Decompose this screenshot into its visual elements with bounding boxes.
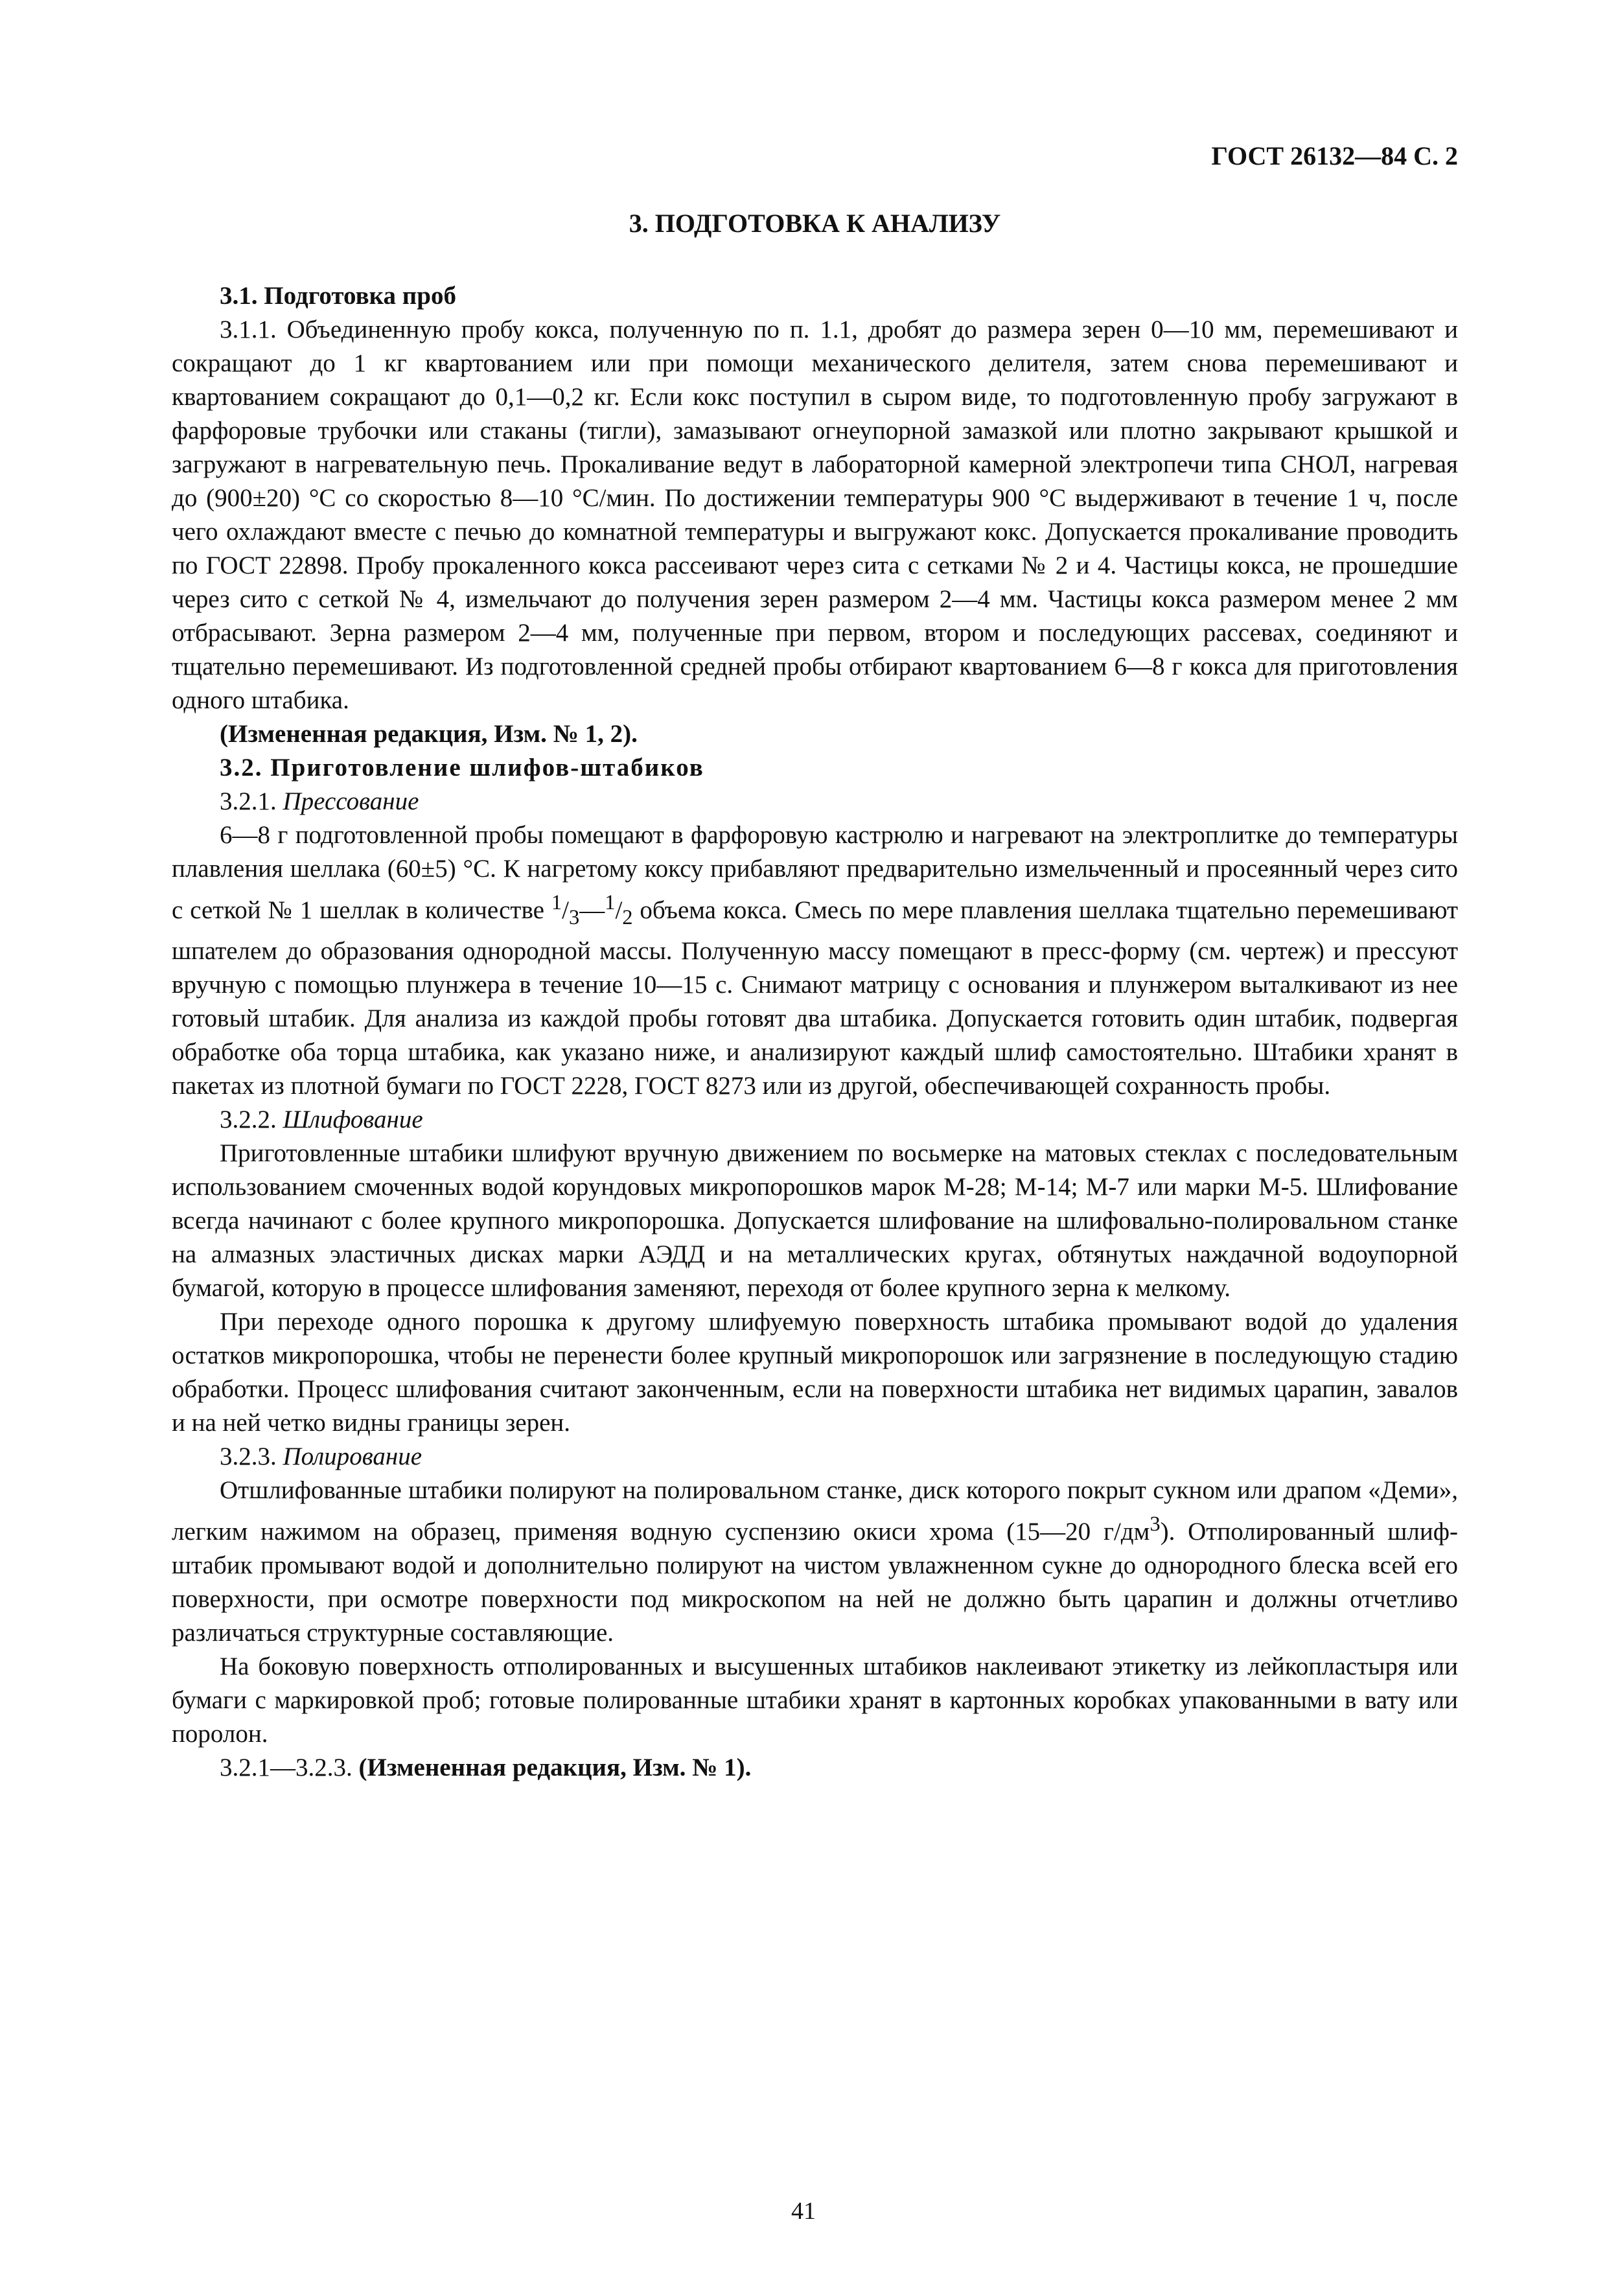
- paragraph-3-2-2-a: Приготовленные штабики шлифуют вручную движением по восьмерке на матовых стеклах с последовательным использованием смоченных водой корундовых микропорошков марок М-28; М-14; М-7 или марки М-5. Шлифование всегда начинают с более крупного микропорошка. Допускается шлифование на шлифовально-полировальном станке на алмазных эластичных дисках марки АЭДД и на металлических кругах, обтянутых наждачной водоупорной бумагой, которую в процессе шлифования заменяют, переходя от более крупного зерна к мелкому.: [172, 1139, 1458, 1302]
- subsection-heading-3-2: 3.2. Приготовление шлифов-штабиков: [220, 754, 704, 782]
- clause-number: 3.2.2.: [220, 1105, 277, 1133]
- clause-heading-3-2-3: [172, 1440, 1458, 1474]
- paragraph-3-2-1: 6—8 г подготовленной пробы помещают в фарфоровую кастрюлю и нагревают на электроплитке до температуры плавления шеллака (60±5) °С. К нагретому коксу прибавляют предварительно измельченный и просеянный через сито с сеткой № 1 шеллак в количестве $^1/_3—^1/_2$ объема кокса. Смесь по мере плавления шеллака тщательно перемешивают шпателем до образования однородной массы. Полученную массу помещают в пресс-форму (см. чертеж) и прессуют вручную с помощью плунжера в течение 10—15 с. Снимают матрицу с основания и плунжером выталкивают из нее готовый штабик. Для анализа из каждой пробы готовят два штабика. Допускается готовить один штабик, подвергая обработке оба торца штабика, как указано ниже, и анализируют каждый шлиф самостоятельно. Штабики хранят в пакетах из плотной бумаги по ГОСТ 2228, ГОСТ 8273 или из другой, обеспечивающей сохранность пробы.: [172, 821, 1458, 1100]
- document-page: [172, 139, 1458, 1785]
- clause-number: 3.2.3.: [220, 1442, 277, 1470]
- edit-note: (Измененная редакция, Изм. № 1).: [358, 1753, 752, 1781]
- document-header: ГОСТ 26132—84 С. 2: [1211, 141, 1458, 170]
- fraction-dash: —: [579, 896, 605, 924]
- subsection-heading-3-1: 3.1. Подготовка проб: [220, 282, 456, 310]
- paragraph-text: объема кокса. Смесь по мере плавления шеллака тщательно перемешивают шпателем до образования однородной массы. Полученную массу помещают в пресс-форму (см. чертеж) и прессуют вручную с помощью плунжера в течение 10—15 с. Снимают матрицу с основания и плунжером выталкивают из нее готовый штабик. Для анализа из каждой пробы готовят два штабика. Допускается готовить один штабик, подвергая обработке оба торца штабика, как указано ниже, и анализируют каждый шлиф самостоятельно. Штабики хранят в пакетах из плотной бумаги по ГОСТ 2228, ГОСТ 8273 или из другой, обеспечивающей сохранность пробы.: [172, 896, 1458, 1100]
- clause-title: Полирование: [283, 1442, 422, 1470]
- paragraph-3-1-1: 3.1.1. Объединенную пробу кокса, полученную по п. 1.1, дробят до размера зерен 0—10 мм, перемешивают и сокращают до 1 кг квартованием или при помощи механического делителя, затем снова перемешивают и квартованием сокращают до 0,1—0,2 кг. Если кокс поступил в сыром виде, то подготовленную пробу загружают в фарфоровые трубочки или стаканы (тигли), замазывают огнеупорной замазкой или плотно закрывают крышкой и загружают в нагревательную печь. Прокаливание ведут в лабораторной камерной электропечи типа СНОЛ, нагревая до (900±20) °С со скоростью 8—10 °С/мин. По достижении температуры 900 °С выдерживают в течение 1 ч, после чего охлаждают вместе с печью до комнатной температуры и выгружают кокс. Допускается прокаливание проводить по ГОСТ 22898. Пробу прокаленного кокса рассеивают через сита с сетками № 2 и 4. Частицы кокса, не прошедшие через сито с сеткой № 4, измельчают до получения зерен размером 2—4 мм. Частицы кокса размером менее 2 мм отбрасывают. Зерна размером 2—4 мм, полученные при первом, втором и последующих рассевах, соединяют и тщательно перемешивают. Из подготовленной средней пробы отбирают квартованием 6—8 г кокса для приготовления одного штабика.: [172, 316, 1458, 714]
- clause-title: Прессование: [283, 787, 419, 815]
- fraction-denominator: 3: [568, 905, 580, 929]
- clause-heading-3-2-2: [172, 1103, 1458, 1137]
- section-title: 3. ПОДГОТОВКА К АНАЛИЗУ: [629, 209, 1001, 238]
- fraction-denominator: 2: [622, 905, 633, 929]
- fraction-numerator: 1: [605, 891, 616, 914]
- page-number: 41: [791, 2197, 816, 2225]
- paragraph-3-2-2-b: При переходе одного порошка к другому шлифуемую поверхность штабика промывают водой до удаления остатков микропорошка, чтобы не перенести более крупный микропорошок или загрязнение в последующую стадию обработки. Процесс шлифования считают законченным, если на поверхности штабика нет видимых царапин, завалов и на ней четко видны границы зерен.: [172, 1307, 1458, 1437]
- superscript: 3: [1150, 1512, 1161, 1536]
- paragraph-text: 6—8 г подготовленной пробы помещают в фарфоровую кастрюлю и нагревают на электроплитке до температуры плавления шеллака (60±5) °С. К нагретому коксу прибавляют предварительно измельченный и просеянный через сито с сеткой № 1 шеллак в количестве: [172, 821, 1458, 924]
- clause-number: 3.2.1.: [220, 787, 277, 815]
- edit-note: (Измененная редакция, Изм. № 1, 2).: [220, 720, 638, 748]
- paragraph-3-2-3-a: [172, 1474, 1458, 1650]
- paragraph-text: Отшлифованные штабики полируют на полировальном станке, диск которого покрыт сукном или драпом «Деми», легким нажимом на образец, применяя водную суспензию окиси хрома (15—20 г/дм: [172, 1476, 1458, 1546]
- paragraph-text: ). Отполированный шлиф-штабик промывают водой и дополнительно полируют на чистом увлажненном сукне до однородного блеска всей его поверхности, при осмотре поверхности под микроскопом на ней не должно быть царапин и должны отчетливо различаться структурные составляющие.: [172, 1517, 1458, 1647]
- paragraph-3-2-3-b: На боковую поверхность отполированных и высушенных штабиков наклеивают этикетку из лейкопластыря или бумаги с маркировкой проб; готовые полированные штабики хранят в картонных коробках упакованными в вату или поролон.: [172, 1652, 1458, 1748]
- clause-title: Шлифование: [283, 1105, 423, 1133]
- clause-heading-3-2-1: [172, 785, 1458, 818]
- edit-note-final: [172, 1751, 1458, 1785]
- clause-range: 3.2.1—3.2.3.: [220, 1753, 353, 1781]
- fraction-numerator: 1: [551, 891, 562, 914]
